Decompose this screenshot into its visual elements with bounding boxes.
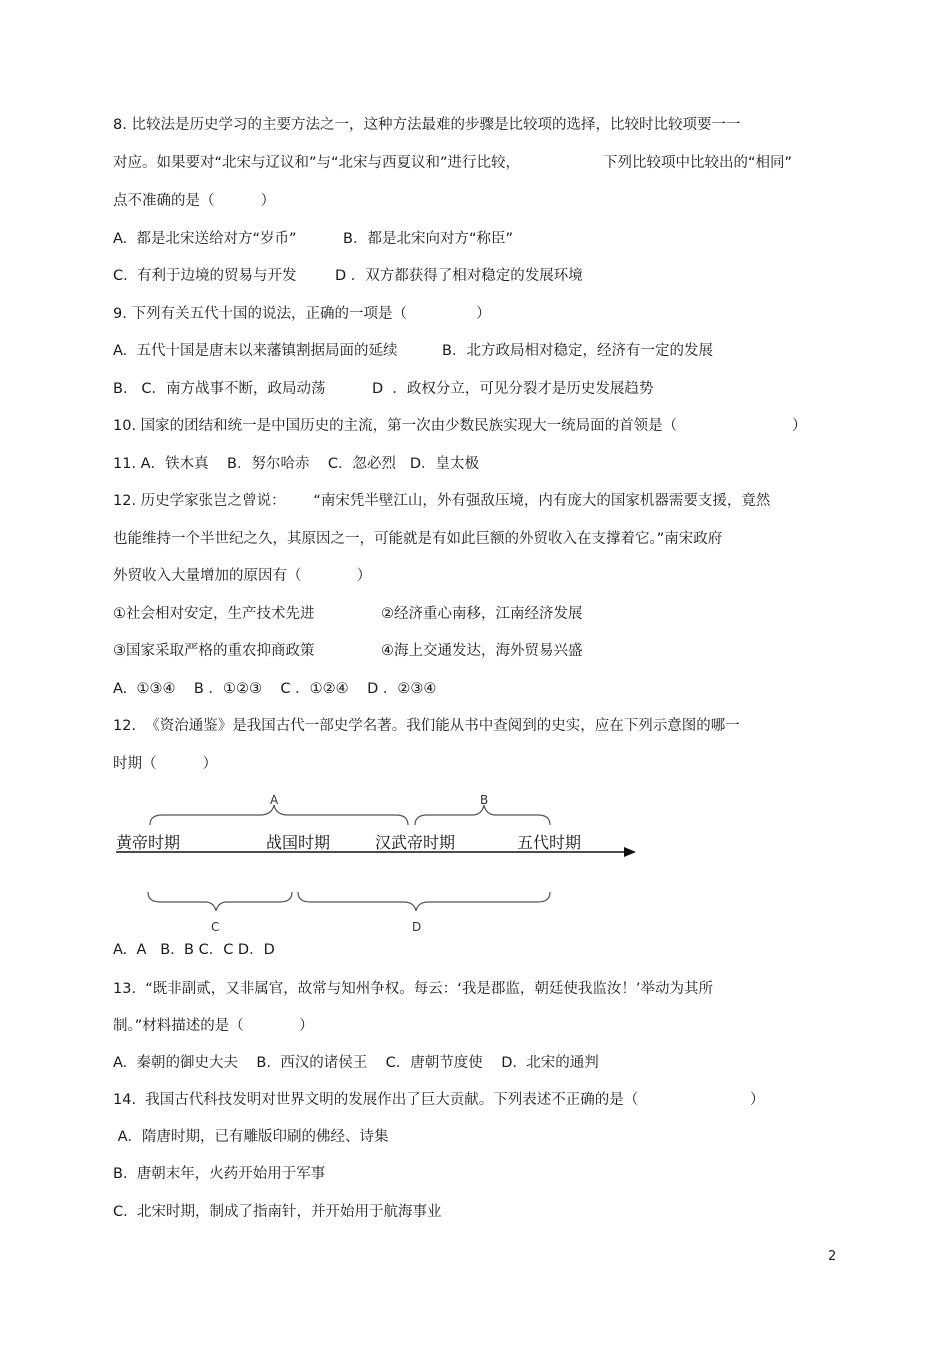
text-line: A. ①③④ B ．①②③ C ．①②④ D ．②③④ bbox=[113, 681, 437, 697]
brace-label-d: D bbox=[412, 920, 422, 934]
text-line: D ．政权分立，可见分裂才是历史发展趋势 bbox=[372, 381, 654, 397]
brace-b bbox=[415, 805, 550, 825]
brace-label-a: A bbox=[270, 793, 279, 807]
text-line: B. C．南方战事不断，政局动荡 bbox=[113, 381, 326, 397]
text-line: ③国家采取严格的重农抑商政策 bbox=[113, 643, 315, 659]
brace-d bbox=[298, 892, 550, 911]
text-line: 时期（ ） bbox=[113, 756, 218, 772]
period-label: 战国时期 bbox=[266, 833, 331, 852]
text-line: 下列比较项中比较出的“相同” bbox=[603, 155, 793, 171]
text-line: ） bbox=[792, 418, 807, 434]
text-line: ④海上交通发达，海外贸易兴盛 bbox=[381, 643, 583, 659]
period-label: 黄帝时期 bbox=[116, 833, 181, 852]
text-line: B. 唐朝末年，火药开始用于军事 bbox=[113, 1166, 326, 1182]
timeline-diagram bbox=[110, 785, 650, 945]
text-line: 制。”材料描述的是（ ） bbox=[113, 1018, 314, 1034]
period-label: 五代时期 bbox=[517, 833, 582, 852]
text-line: 13. “既非副贰，又非属官，故常与知州争权。每云：‘我是郡监，朝廷使我监汝！’举动为其所 bbox=[113, 981, 714, 997]
text-line: 9. 下列有关五代十国的说法，正确的一项是（ ） bbox=[113, 306, 491, 322]
brace-a bbox=[150, 805, 408, 825]
text-line: ②经济重心南移，江南经济发展 bbox=[381, 606, 583, 622]
text-line: ①社会相对安定，生产技术先进 bbox=[113, 606, 315, 622]
brace-label-b: B bbox=[480, 793, 489, 807]
text-line: 10. 国家的团结和统一是中国历史的主流，第一次由少数民族实现大一统局面的首领是（ bbox=[113, 418, 678, 434]
text-line: A. A B. B C．C D．D bbox=[113, 942, 275, 958]
text-line: 14. 我国古代科技发明对世界文明的发展作出了巨大贡献。下列表述不正确的是（ bbox=[113, 1092, 639, 1108]
text-line: ） bbox=[750, 1092, 765, 1108]
brace-c bbox=[148, 892, 292, 911]
text-line: 12. 《资治通鉴》是我国古代一部史学名著。我们能从书中查阅到的史实，应在下列示意图的哪一 bbox=[113, 718, 740, 734]
text-line: 12. 历史学家张岂之曾说： “南宋凭半壁江山，外有强敌压境，内有庞大的国家机器需要支援，竟然 bbox=[113, 493, 771, 509]
text-line: B．都是北宋向对方“称臣” bbox=[343, 231, 513, 247]
text-line: C. 有利于边境的贸易与开发 bbox=[113, 268, 297, 284]
brace-label-c: C bbox=[211, 920, 220, 934]
text-line: 11. A．铁木真 B．努尔哈赤 C．忽必烈 D．皇太极 bbox=[113, 456, 480, 472]
text-line: 外贸收入大量增加的原因有（ ） bbox=[113, 568, 372, 584]
arrow-head-icon bbox=[624, 847, 636, 857]
text-line: 8. 比较法是历史学习的主要方法之一，这种方法最难的步骤是比较项的选择，比较时比较项要一一 bbox=[113, 117, 741, 133]
text-line: 点不准确的是（ ） bbox=[113, 193, 276, 209]
text-line: A．隋唐时期，已有雕版印刷的佛经、诗集 bbox=[113, 1129, 389, 1145]
text-line: 对应。如果要对“北宋与辽议和”与“北宋与西夏议和”进行比较， bbox=[113, 155, 521, 171]
text-line: A. 五代十国是唐末以来藩镇割据局面的延续 bbox=[113, 343, 398, 359]
text-line: B．北方政局相对稳定，经济有一定的发展 bbox=[442, 343, 713, 359]
text-line: A. 秦朝的御史大夫 B. 西汉的诸侯王 C．唐朝节度使 D. 北宋的通判 bbox=[113, 1055, 599, 1071]
text-line: A. 都是北宋送给对方“岁币” bbox=[113, 231, 297, 247]
text-line: C. 北宋时期，制成了指南针，并开始用于航海事业 bbox=[113, 1204, 442, 1220]
text-line: D ．双方都获得了相对稳定的发展环境 bbox=[335, 268, 583, 284]
text-line: 也能维持一个半世纪之久，其原因之一，可能就是有如此巨额的外贸收入在支撑着它。”南宋政府 bbox=[113, 531, 723, 547]
period-label: 汉武帝时期 bbox=[375, 833, 456, 852]
page-number: 2 bbox=[828, 1249, 837, 1264]
